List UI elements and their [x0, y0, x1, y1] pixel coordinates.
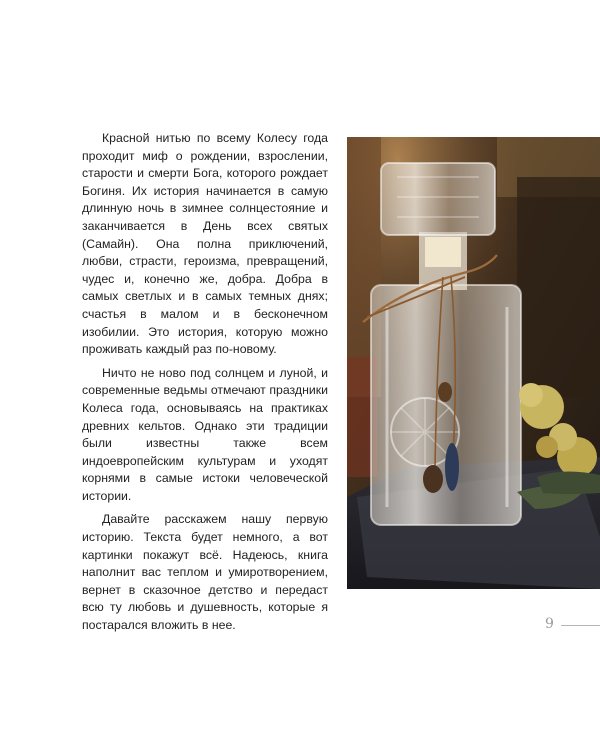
photo-illustration: [347, 137, 600, 589]
paragraph-3: Давайте расскажем нашу первую историю. Текста будет немного, а вот картинки покажут всё. Надеюсь, книга наполнит вас теплом и умиротворением, вернет в сказочное детство и передаст всю ту любовь и душевность, которые я постарался вложить в нее.: [82, 512, 328, 633]
body-text: [82, 130, 328, 637]
paragraph-1: Красной нитью по всему Колесу года проходит миф о рождении, взрослении, старости и смерти Бога, которого рождает Богиня. Их история начинается в самую длинную ночь в зимнее солнцестояние и заканчивается в День всех святых (Самайн). Она полна приключений, любви, страсти, героизма, превращений, чудес и, конечно же, добра. Добра в самых светлых и в самых темных днях; счастья в малом и в бесконечном изобилии. Это история, которую можно проживать каждый раз по-новому.: [82, 131, 328, 357]
page-footer: [545, 616, 600, 636]
page-number: 9: [545, 616, 554, 632]
glass-bottle-photo: [347, 137, 600, 589]
footer-rule: [561, 625, 600, 626]
crystal-pendant: [445, 443, 459, 491]
paragraph-2: Ничто не ново под солнцем и луной, и современные ведьмы отмечают праздники Колеса года, основываясь на практиках древних кельтов. Однако эти традиции были известны также всем индоевропейским культурам и уходят корнями в самые истоки человеческой истории.: [82, 365, 328, 503]
acorn-pendant: [423, 465, 443, 493]
bottle-stopper: [381, 163, 495, 235]
